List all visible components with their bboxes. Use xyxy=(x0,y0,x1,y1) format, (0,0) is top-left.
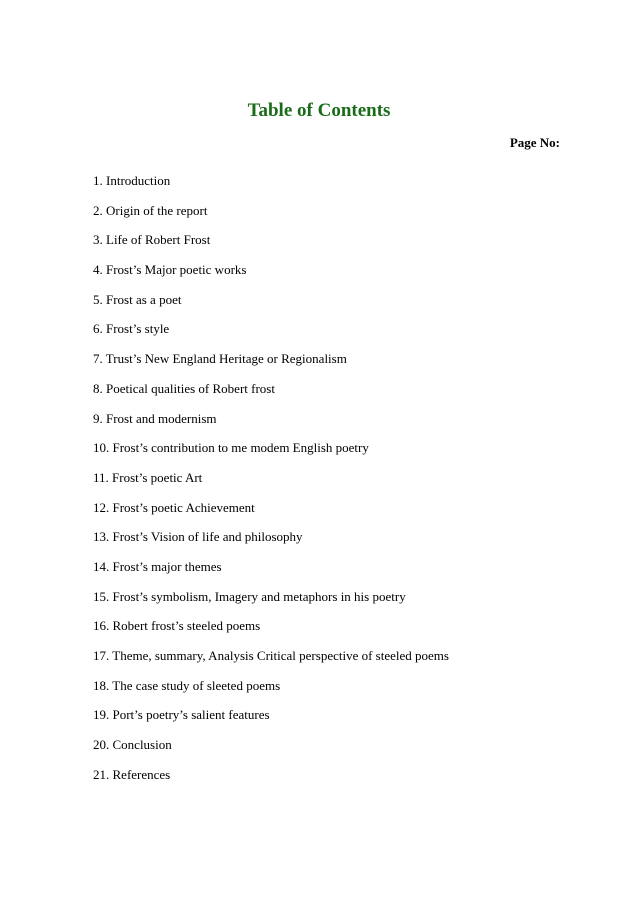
toc-entry: 10. Frost’s contribution to me modem English poetry xyxy=(93,440,369,456)
toc-entry: 16. Robert frost’s steeled poems xyxy=(93,618,261,634)
toc-entry: 18. The case study of sleeted poems xyxy=(93,677,281,693)
page-number-column-label: Page No: xyxy=(509,135,560,150)
table-of-contents-list xyxy=(93,172,449,795)
toc-entry: 6. Frost’s style xyxy=(93,321,170,337)
toc-entry: 12. Frost’s poetic Achievement xyxy=(93,499,255,515)
toc-entry: 5. Frost as a poet xyxy=(93,291,182,307)
toc-entry: 3. Life of Robert Frost xyxy=(93,232,211,248)
toc-entry: 4. Frost’s Major poetic works xyxy=(93,262,247,278)
toc-entry: 14. Frost’s major themes xyxy=(93,558,222,574)
toc-entry: 2. Origin of the report xyxy=(93,202,208,218)
toc-entry: 1. Introduction xyxy=(93,173,171,188)
page-title: Table of Contents xyxy=(247,100,391,121)
toc-entry: 17. Theme, summary, Analysis Critical perspective of steeled poems xyxy=(93,648,449,663)
toc-entry: 13. Frost’s Vision of life and philosophy xyxy=(93,529,303,545)
toc-entry: 11. Frost’s poetic Art xyxy=(93,469,203,485)
toc-entry: 15. Frost’s symbolism, Imagery and metaphors in his poetry xyxy=(93,588,406,604)
toc-entry: 9. Frost and modernism xyxy=(93,410,217,426)
toc-entry: 7. Trust’s New England Heritage or Regionalism xyxy=(93,351,347,367)
toc-entry: 8. Poetical qualities of Robert frost xyxy=(93,380,275,396)
toc-entry: 19. Port’s poetry’s salient features xyxy=(93,707,270,723)
toc-entry: 20. Conclusion xyxy=(93,737,172,753)
toc-entry: 21. References xyxy=(93,766,171,782)
